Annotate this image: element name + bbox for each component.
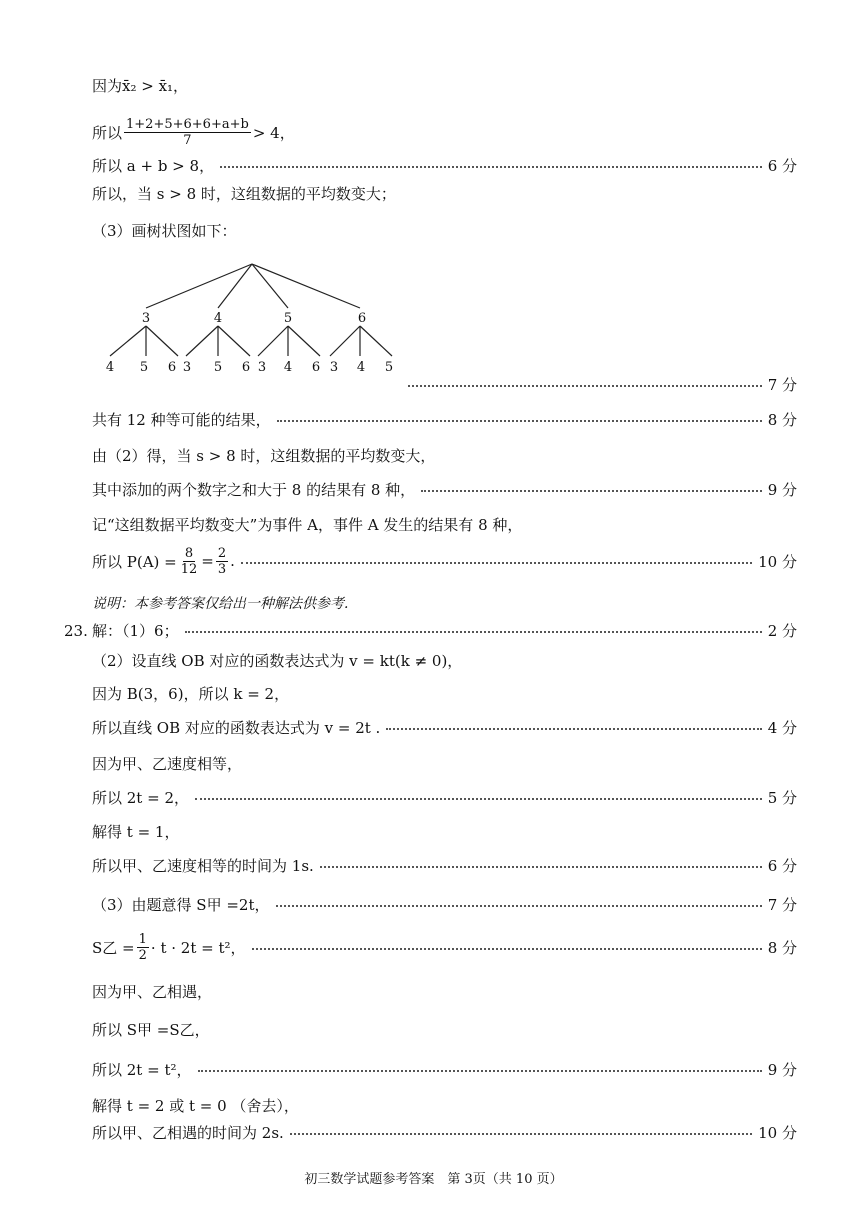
score: 6 分 xyxy=(767,856,797,875)
dot-leader xyxy=(185,631,762,633)
line-text: 解得 t = 1， xyxy=(92,822,180,841)
tree-node-l1: 5 xyxy=(283,311,293,326)
line-text: （2）设直线 OB 对应的函数表达式为 v = kt(k ≠ 0)， xyxy=(92,651,463,670)
dot-leader xyxy=(408,385,762,387)
line-text: 所以 P(A) = xyxy=(92,552,177,571)
line-text: = xyxy=(201,552,214,570)
line-text: 所以 2t = t²， xyxy=(92,1060,192,1079)
text-line xyxy=(92,476,797,502)
score: 7 分 xyxy=(767,895,797,914)
score: 10 分 xyxy=(758,552,797,571)
line-text: 因为甲、乙速度相等， xyxy=(92,754,243,773)
score: 4 分 xyxy=(767,718,797,737)
score: 5 分 xyxy=(767,788,797,807)
dot-leader xyxy=(195,798,762,800)
line-text: 所以 2t = 2， xyxy=(92,788,189,807)
text-line xyxy=(92,818,797,844)
line-text: 由（2）得，当 s > 8 时，这组数据的平均数变大， xyxy=(92,446,436,465)
text-line xyxy=(92,784,797,810)
line-text: 所以甲、乙速度相等的时间为 1s. xyxy=(92,856,314,875)
score: 10 分 xyxy=(758,1123,797,1142)
note-text: 说明：本参考答案仅给出一种解法供参考. xyxy=(92,596,349,612)
text-line xyxy=(92,891,797,917)
line-text: 所以，当 s > 8 时，这组数据的平均数变大； xyxy=(92,184,396,203)
score: 9 分 xyxy=(767,480,797,499)
fraction xyxy=(137,932,149,963)
score: 2 分 xyxy=(767,621,797,640)
dot-leader xyxy=(386,728,761,730)
score: 7 分 xyxy=(767,375,797,394)
tree-node-l1: 4 xyxy=(213,311,223,326)
dot-leader xyxy=(241,562,752,564)
line-text: 因为甲、乙相遇， xyxy=(92,982,213,1001)
line-text: （3）由题意得 S甲 =2t， xyxy=(92,895,270,914)
denominator: 12 xyxy=(180,561,198,577)
dot-leader xyxy=(290,1133,752,1135)
dot-leader xyxy=(276,905,762,907)
text-line xyxy=(92,1119,797,1145)
line-text: 所以甲、乙相遇的时间为 2s. xyxy=(92,1123,284,1142)
text-line xyxy=(92,511,797,537)
denominator: 2 xyxy=(138,947,147,963)
line-text: 所以 a + b > 8， xyxy=(92,156,215,175)
text-line xyxy=(92,647,797,673)
page-footer: 初三数学试题参考答案 第 3页（共 10 页） xyxy=(304,1172,563,1187)
score: 8 分 xyxy=(767,938,797,957)
tree-node-l2: 4 xyxy=(356,360,366,375)
denominator: 7 xyxy=(183,132,192,148)
line-text: 所以直线 OB 对应的函数表达式为 v = 2t . xyxy=(92,718,381,737)
line-text: 所以 xyxy=(92,123,123,142)
line-text: （3）画树状图如下： xyxy=(92,221,237,240)
text-line xyxy=(92,442,797,468)
fraction xyxy=(216,546,228,577)
line-text: 所以 S甲 =S乙， xyxy=(92,1020,210,1039)
text-line xyxy=(92,750,797,776)
dot-leader xyxy=(252,948,762,950)
line-text: · t · 2t = t²， xyxy=(150,938,246,957)
fraction xyxy=(179,546,200,577)
line-text: . xyxy=(230,552,235,570)
denominator: 3 xyxy=(217,561,227,577)
text-line xyxy=(92,1092,797,1118)
text-line xyxy=(408,371,797,397)
tree-node-l2: 6 xyxy=(311,360,321,375)
tree-node-l2: 5 xyxy=(384,360,394,375)
tree-node-l2: 3 xyxy=(257,360,267,375)
dot-leader xyxy=(198,1070,762,1072)
text-line xyxy=(92,1016,797,1042)
line-text: 因为 B(3，6)，所以 k = 2， xyxy=(92,684,290,703)
text-line xyxy=(92,680,797,706)
dot-leader xyxy=(277,420,762,422)
line-text: 共有 12 种等可能的结果， xyxy=(92,410,271,429)
dot-leader xyxy=(320,866,762,868)
line-text: 解：（1）6； xyxy=(92,621,179,640)
tree-node-l2: 4 xyxy=(283,360,293,375)
tree-node-l2: 4 xyxy=(105,360,115,375)
text-line xyxy=(92,714,797,740)
tree-node-l2: 6 xyxy=(167,360,177,375)
question-number: 23. xyxy=(64,622,88,640)
tree-node-l2: 3 xyxy=(182,360,192,375)
note-line xyxy=(92,590,797,616)
score: 9 分 xyxy=(767,1060,797,1079)
tree-node-l1: 6 xyxy=(357,311,367,326)
text-line xyxy=(92,978,797,1004)
tree-node-l2: 5 xyxy=(139,360,149,375)
text-line xyxy=(92,925,797,969)
text-line xyxy=(92,541,797,581)
text-line xyxy=(92,617,797,643)
line-text: 解得 t = 2 或 t = 0 （舍去）， xyxy=(92,1096,299,1115)
line-text: 其中添加的两个数字之和大于 8 的结果有 8 种， xyxy=(92,480,416,499)
tree-node-l1: 3 xyxy=(141,311,151,326)
tree-node-l2: 3 xyxy=(329,360,339,375)
line-text: 记“这组数据平均数变大”为事件 A，事件 A 发生的结果有 8 种， xyxy=(92,515,523,534)
tree-diagram xyxy=(0,0,867,400)
numerator: 1 xyxy=(138,931,147,947)
numerator: 8 xyxy=(184,545,194,561)
text-line xyxy=(92,406,797,432)
line-text: 因为x̄₂ > x̄₁， xyxy=(92,76,189,95)
dot-leader xyxy=(421,490,762,492)
line-text: > 4， xyxy=(252,123,295,142)
score: 6 分 xyxy=(767,156,797,175)
text-line xyxy=(92,1056,797,1082)
line-text: S乙 = xyxy=(92,938,135,957)
numerator: 2 xyxy=(217,545,227,561)
score: 8 分 xyxy=(767,410,797,429)
numerator: 1+2+5+6+6+a+b xyxy=(126,116,249,132)
tree-node-l2: 6 xyxy=(241,360,251,375)
tree-node-l2: 5 xyxy=(213,360,223,375)
text-line xyxy=(92,852,797,878)
